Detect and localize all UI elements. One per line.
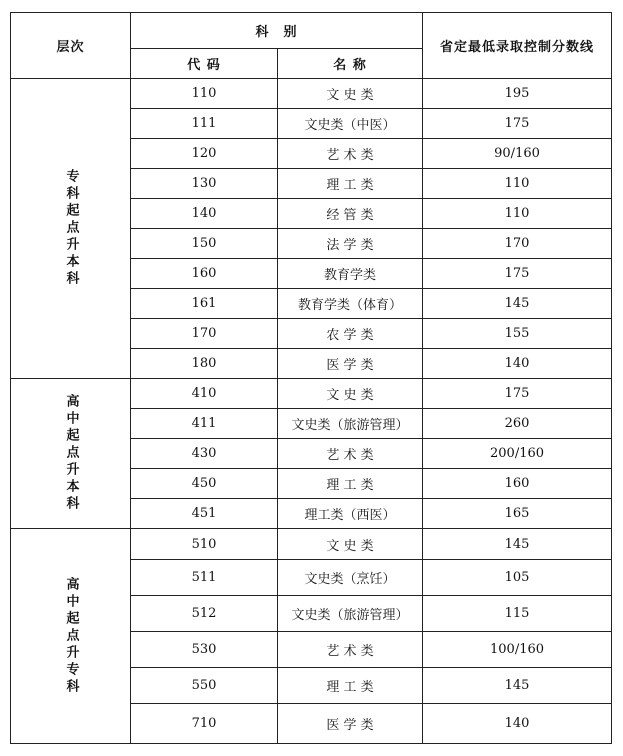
code-cell: 550 — [131, 668, 278, 704]
score-cell: 140 — [423, 349, 612, 379]
name-cell: 文史类（旅游管理） — [278, 596, 423, 632]
name-cell: 艺 术 类 — [278, 139, 423, 169]
code-cell: 710 — [131, 704, 278, 744]
score-cell: 155 — [423, 319, 612, 349]
code-cell: 120 — [131, 139, 278, 169]
code-cell: 411 — [131, 409, 278, 439]
code-cell: 180 — [131, 349, 278, 379]
code-cell: 450 — [131, 469, 278, 499]
code-cell: 410 — [131, 379, 278, 409]
code-cell: 430 — [131, 439, 278, 469]
score-cell: 160 — [423, 469, 612, 499]
score-table — [10, 12, 612, 744]
header-level: 层次 — [11, 13, 131, 79]
name-cell: 理 工 类 — [278, 469, 423, 499]
code-cell: 140 — [131, 199, 278, 229]
header-subject: 科 别 — [131, 13, 423, 49]
code-cell: 130 — [131, 169, 278, 199]
level-cell: 高中起点升本科 — [11, 379, 131, 529]
name-cell: 医 学 类 — [278, 704, 423, 744]
score-cell: 145 — [423, 529, 612, 560]
name-cell: 农 学 类 — [278, 319, 423, 349]
name-cell: 理 工 类 — [278, 668, 423, 704]
score-cell: 100/160 — [423, 632, 612, 668]
name-cell: 文 史 类 — [278, 529, 423, 560]
name-cell: 经 管 类 — [278, 199, 423, 229]
score-cell: 110 — [423, 199, 612, 229]
name-cell: 理工类（西医） — [278, 499, 423, 529]
code-cell: 160 — [131, 259, 278, 289]
code-cell: 511 — [131, 560, 278, 596]
code-cell: 530 — [131, 632, 278, 668]
score-cell: 195 — [423, 79, 612, 109]
header-name: 名 称 — [278, 49, 423, 79]
score-cell: 175 — [423, 109, 612, 139]
score-cell: 115 — [423, 596, 612, 632]
score-cell: 165 — [423, 499, 612, 529]
name-cell: 文史类（中医） — [278, 109, 423, 139]
name-cell: 医 学 类 — [278, 349, 423, 379]
name-cell: 文 史 类 — [278, 79, 423, 109]
code-cell: 512 — [131, 596, 278, 632]
table-body — [11, 79, 612, 744]
score-cell: 175 — [423, 379, 612, 409]
code-cell: 110 — [131, 79, 278, 109]
score-cell: 140 — [423, 704, 612, 744]
table-row — [11, 79, 612, 109]
name-cell: 艺 术 类 — [278, 632, 423, 668]
name-cell: 文 史 类 — [278, 379, 423, 409]
code-cell: 510 — [131, 529, 278, 560]
code-cell: 150 — [131, 229, 278, 259]
name-cell: 教育学类（体育） — [278, 289, 423, 319]
code-cell: 111 — [131, 109, 278, 139]
level-cell: 高中起点升专科 — [11, 529, 131, 744]
score-cell: 175 — [423, 259, 612, 289]
score-cell: 145 — [423, 289, 612, 319]
table-row — [11, 379, 612, 409]
score-cell: 90/160 — [423, 139, 612, 169]
code-cell: 161 — [131, 289, 278, 319]
score-cell: 145 — [423, 668, 612, 704]
score-cell: 105 — [423, 560, 612, 596]
score-cell: 200/160 — [423, 439, 612, 469]
name-cell: 理 工 类 — [278, 169, 423, 199]
header-code: 代 码 — [131, 49, 278, 79]
name-cell: 艺 术 类 — [278, 439, 423, 469]
score-cell: 110 — [423, 169, 612, 199]
level-cell: 专科起点升本科 — [11, 79, 131, 379]
name-cell: 文史类（烹饪） — [278, 560, 423, 596]
code-cell: 170 — [131, 319, 278, 349]
code-cell: 451 — [131, 499, 278, 529]
name-cell: 法 学 类 — [278, 229, 423, 259]
name-cell: 文史类（旅游管理） — [278, 409, 423, 439]
name-cell: 教育学类 — [278, 259, 423, 289]
score-cell: 260 — [423, 409, 612, 439]
score-cell: 170 — [423, 229, 612, 259]
table-row — [11, 529, 612, 560]
header-score: 省定最低录取控制分数线 — [423, 13, 612, 79]
